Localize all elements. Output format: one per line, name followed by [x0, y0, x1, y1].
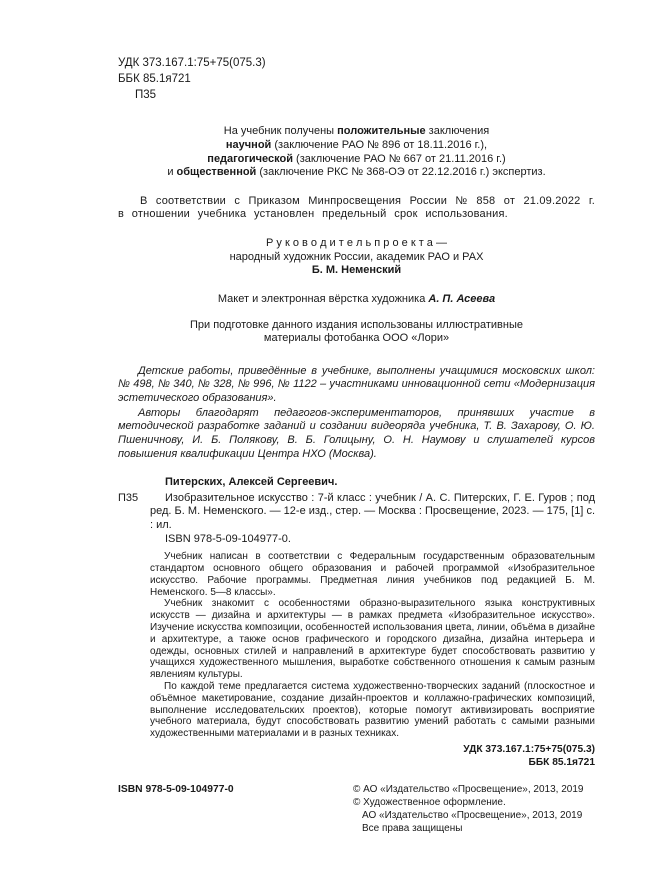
project-leader-name: Б. М. Неменский	[311, 264, 402, 277]
text-run: Макет и электронная вёрстка художника	[217, 292, 429, 305]
children-works-note: Детские работы, приведённые в учебнике, выполнены учащимися московских школ: № 498, № 340, № 328, № 996, № 1122 – участниками инновационной сети «Модернизация эстетического образования».	[118, 364, 595, 405]
udk-code-bottom: УДК 373.167.1:75+75(075.3)	[463, 744, 595, 756]
text-run: На учебник получены	[223, 125, 338, 138]
copyright-line-1: © АО «Издательство «Просвещение», 2013, 2019	[353, 783, 584, 795]
catalog-description: Изобразительное искусство : 7-й класс : учебник / А. С. Питерских, Г. Е. Гуров ; под ред. Б. М. Неменского. — 12-е изд., стер. — Москва : Просвещение, 2023. — 175, [1] с. : ил.	[150, 491, 595, 532]
text-run-bold: положительные	[337, 125, 426, 138]
text-run: (заключение РКС № 368-ОЭ от 22.12.2016 г.) экспертиз.	[256, 166, 546, 179]
acknowledgements-block	[118, 365, 595, 461]
layout-credit-line	[118, 293, 595, 307]
copyright-block	[353, 783, 595, 836]
catalog-entry-body	[118, 491, 595, 547]
project-leader-description: народный художник России, академик РАО и РАХ	[229, 250, 484, 263]
expertise-line-4	[118, 166, 595, 180]
bbk-code: ББК 85.1я721	[118, 73, 191, 86]
expertise-line-3	[118, 153, 595, 167]
layout-designer-name: А. П. Асеева	[428, 292, 496, 305]
text-run-bold: педагогической	[207, 152, 293, 165]
catalog-isbn: ISBN 978-5-09-104977-0.	[165, 532, 291, 545]
top-codes	[118, 55, 595, 103]
expertise-line-1	[118, 125, 595, 139]
annotation-paragraph-3: По каждой теме предлагается система художественно-творческих заданий (плоскостное и объёмное макетирование, создание дизайн-проектов и коллажно-графических композиций, выполнение исследовательских проектов), которые помогут активизировать восприятие учебного материала, будут способствовать развитию умений работать с самыми разными художественными материалами и в разных техниках.	[150, 681, 595, 740]
photobank-credit-line-2: материалы фотобанка ООО «Лори»	[263, 332, 450, 345]
footer-row	[118, 783, 595, 836]
authors-thanks-note: Авторы благодарят педагогов-экспериментаторов, принявших участие в методической разработке заданий и создании видеоряда учебника, Т. В. Захарову, О. Ю. Пшеничнову, И. Б. Полякову, В. Б. Голицыну, О. Н. Наумову и слушателей курсов повышения квалификации Центра НХО (Москва).	[118, 406, 595, 460]
isbn-footer: ISBN 978-5-09-104977-0	[118, 783, 234, 795]
text-run: заключения	[425, 125, 490, 138]
copyright-line-3: АО «Издательство «Просвещение», 2013, 2019	[362, 809, 583, 821]
text-run-bold: общественной	[176, 166, 257, 179]
expertise-line-2	[118, 139, 595, 153]
annotation-paragraph-2: Учебник знакомит с особенностями образно-выразительного языка конструктивных искусств — дизайна и архитектуры — в рамках предмета «Изобразительное искусство». Изучение искусства композиции, особенностей использования цвета, линии, объёма в дизайне и архитектуре, а также основ графического и городского дизайна, дизайна интерьера и одежды, основных стилей и направлений в архитектуре будет способствовать развитию у учащихся художественного мышления, выработке собственного отношения к самым разным явлениям культуры.	[150, 598, 595, 681]
udk-code: УДК 373.167.1:75+75(075.3)	[118, 57, 266, 69]
bbk-code-bottom: ББК 85.1я721	[528, 757, 595, 769]
catalog-entry	[118, 476, 595, 546]
bottom-codes	[118, 743, 595, 770]
annotation-paragraph-1: Учебник написан в соответствии с Федеральным государственным образовательным стандартом основного общего образования и рабочей программой «Изобразительное искусство. Рабочие программы. Предметная линия учебников под редакцией Б. М. Неменского. 5—8 классы».	[150, 551, 595, 598]
project-leader-block	[118, 237, 595, 278]
author-sign-code: П35	[135, 89, 157, 102]
photobank-credit	[118, 319, 595, 346]
text-run: (заключение РАО № 667 от 21.11.2016 г.)	[292, 152, 506, 165]
catalog-hanging-code: П35	[118, 491, 139, 504]
text-run: и	[167, 166, 177, 179]
copyright-line-4: Все права защищены	[362, 823, 463, 835]
copyright-line-2: © Художественное оформление.	[353, 796, 506, 808]
annotation-block	[150, 551, 595, 740]
text-run-bold: научной	[225, 138, 272, 151]
usage-deadline-paragraph: В соответствии с Приказом Минпросвещения России № 858 от 21.09.2022 г. в отношении учебника установлен предельный срок использования.	[118, 194, 595, 221]
project-leader-heading: Р у к о в о д и т е л ь п р о е к т а —	[266, 237, 447, 250]
photobank-credit-line-1: При подготовке данного издания использованы иллюстративные	[190, 318, 523, 331]
text-run: (заключение РАО № 896 от 18.11.2016 г.),	[271, 138, 488, 151]
catalog-author-heading: Питерских, Алексей Сергеевич.	[165, 476, 338, 489]
expertise-statement	[118, 125, 595, 180]
